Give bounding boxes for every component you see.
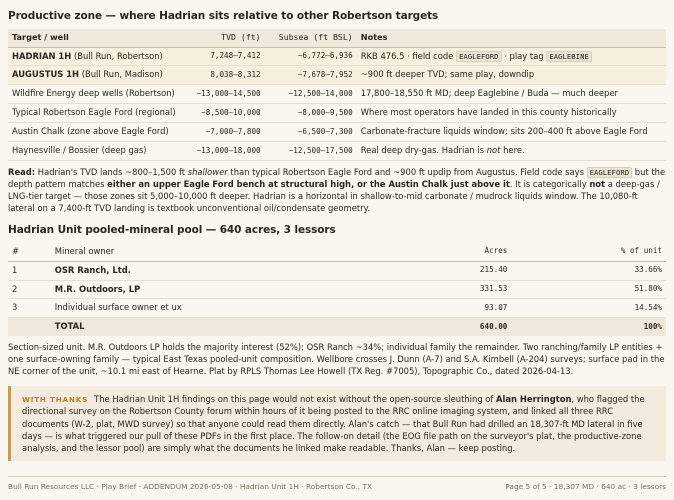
tvd-value: 7,248–7,412 [192, 47, 264, 66]
table-row [8, 123, 666, 142]
tvd-value: ~13,000–14,500 [192, 85, 264, 104]
acres-value: 93.07 [393, 299, 511, 318]
subsea-value: ~8,000–9,500 [265, 104, 357, 123]
mineral-pool-table [8, 243, 666, 337]
well-name: AUGUSTUS 1H (Bull Run, Madison) [8, 66, 192, 85]
zone-section-title: Productive zone — where Hadrian sits relative to other Robertson targets [8, 10, 439, 22]
note: Carbonate-fracture liquids window; sits 200–400 ft above Eagle Ford [357, 123, 666, 142]
col-header-subsea: Subsea (ft BSL) [265, 29, 357, 47]
subsea-value: ~7,678–7,952 [265, 66, 357, 85]
pct-value: 33.66% [511, 261, 666, 280]
total-pct: 100% [511, 318, 666, 336]
table-header-row [8, 243, 666, 261]
thanks-callout: WITH THANKS The Hadrian Unit 1H findings on this page would not exist without the open-source sleuthing of Alan Herrington, who flagged the directional survey on the Robertson County forum within hours of it being posted to the RRC online imaging system, and linked all three RRC documents (W-2, plat, MWD survey) so that anyone could read them directly. Alan's catch — that Bull Run had drilled an 18,307-ft MD lateral in five days — is what triggered our pull of these PDFs in the first place. The follow-on detail (the EOG file path on the surveyor's plat, the productive-zone analysis, and the lessor pool) are simply what the documents he linked make readable. Thanks, Alan — keep posting. [8, 386, 666, 461]
page-footer [8, 476, 666, 493]
owner-name: Individual surface owner et ux [51, 299, 393, 318]
field-code-tag: EAGLEFORD [456, 51, 502, 62]
tvd-value: 8,038–8,312 [192, 66, 264, 85]
acres-value: 215.40 [393, 261, 511, 280]
row-number: 1 [8, 261, 51, 280]
note: Where most operators have landed in this county historically [357, 104, 666, 123]
subsea-value: ~12,500–17,500 [265, 142, 357, 161]
note: 17,800–18,550 ft MD; deep Eaglebine / Buda — much deeper [357, 85, 666, 104]
subsea-value: ~6,772–6,936 [265, 47, 357, 66]
field-code-tag: EAGLEFORD [587, 167, 633, 178]
table-row [8, 280, 666, 299]
pool-caption: Section-sized unit. M.R. Outdoors LP holds the majority interest (52%); OSR Ranch ~34%; individual family the remainder. Two ranching/family LP entities + one surface-owning family — typical East Texas pooled-unit composition. Wellbore crosses J. Dunn (A-7) and S.A. Kimbell (A-204) surveys; surface pad in the NE corner of the unit, ~10.1 mi east of Hearne. Plat by RPLS Thomas Lee Howell (TX Reg. #7005), Topographic Co., dated 2026-04-13. [8, 342, 665, 377]
well-name: Austin Chalk (zone above Eagle Ford) [8, 123, 192, 142]
table-row [8, 66, 666, 85]
credited-name: Alan Herrington [496, 394, 572, 405]
thanks-label: WITH THANKS [22, 395, 89, 405]
note: Real deep dry-gas. Hadrian is not here. [357, 142, 666, 161]
tvd-value: ~7,000–7,800 [192, 123, 264, 142]
pct-value: 51.80% [511, 280, 666, 299]
note: ~900 ft deeper TVD; same play, downdip [357, 66, 666, 85]
table-header-row [8, 29, 666, 47]
note: RKB 476.5 · field code EAGLEFORD · play tag EAGLEBINE [357, 47, 666, 66]
play-tag: EAGLEBINE [546, 51, 592, 62]
pool-section-title: Hadrian Unit pooled-mineral pool — 640 acres, 3 lessors [8, 223, 336, 236]
col-header-number: # [8, 243, 51, 261]
well-name: Haynesville / Bossier (deep gas) [8, 142, 192, 161]
owner-name: M.R. Outdoors, LP [51, 280, 393, 299]
col-header-acres: Acres [393, 243, 511, 261]
col-header-owner: Mineral owner [51, 243, 393, 261]
row-number: 3 [8, 299, 51, 318]
total-row [8, 318, 666, 336]
subsea-value: ~6,500–7,300 [265, 123, 357, 142]
acres-value: 331.53 [393, 280, 511, 299]
table-row [8, 299, 666, 318]
well-name: Wildfire Energy deep wells (Robertson) [8, 85, 192, 104]
footer-left: Bull Run Resources LLC · Play Brief · ADDENDUM 2026-05-08 · Hadrian Unit 1H · Robertson Co., TX [8, 482, 373, 491]
row-number: 2 [8, 280, 51, 299]
total-acres: 640.00 [393, 318, 511, 336]
owner-name: OSR Ranch, Ltd. [51, 261, 393, 280]
table-row [8, 104, 666, 123]
footer-right: Page 5 of 5 · 18,307 MD · 640 ac · 3 lessors [505, 482, 666, 491]
read-paragraph: Read: Hadrian's TVD lands ~800–1,500 ft shallower than typical Robertson Eagle Ford and ~900 ft updip from Augustus. Field code says EAGLEFORD but the depth pattern matches either an upper Eagle Ford bench at structural high, or the Austin Chalk just above it. It is categorically not a deep-gas / LNG-tier target — those zones sit 5,000–10,000 ft deeper. Hadrian is a horizontal in shallow-to-mid carbonate / mudrock liquids window. The 10,080-ft lateral on a 7,400-ft TVD landing is textbook unconventional oil/condensate geometry. [8, 167, 666, 213]
table-row [8, 261, 666, 280]
col-header-target: Target / well [8, 29, 192, 47]
well-name: HADRIAN 1H (Bull Run, Robertson) [8, 47, 192, 66]
subsea-value: ~12,500–14,000 [265, 85, 357, 104]
pct-value: 14.54% [511, 299, 666, 318]
table-row [8, 142, 666, 161]
table-row [8, 47, 666, 66]
productive-zone-table [8, 29, 666, 161]
total-label: TOTAL [51, 318, 393, 336]
tvd-value: ~8,500–10,000 [192, 104, 264, 123]
col-header-notes: Notes [357, 29, 666, 47]
col-header-pct: % of unit [511, 243, 666, 261]
well-name: Typical Robertson Eagle Ford (regional) [8, 104, 192, 123]
table-row [8, 85, 666, 104]
col-header-tvd: TVD (ft) [192, 29, 264, 47]
tvd-value: ~13,000–18,000 [192, 142, 264, 161]
